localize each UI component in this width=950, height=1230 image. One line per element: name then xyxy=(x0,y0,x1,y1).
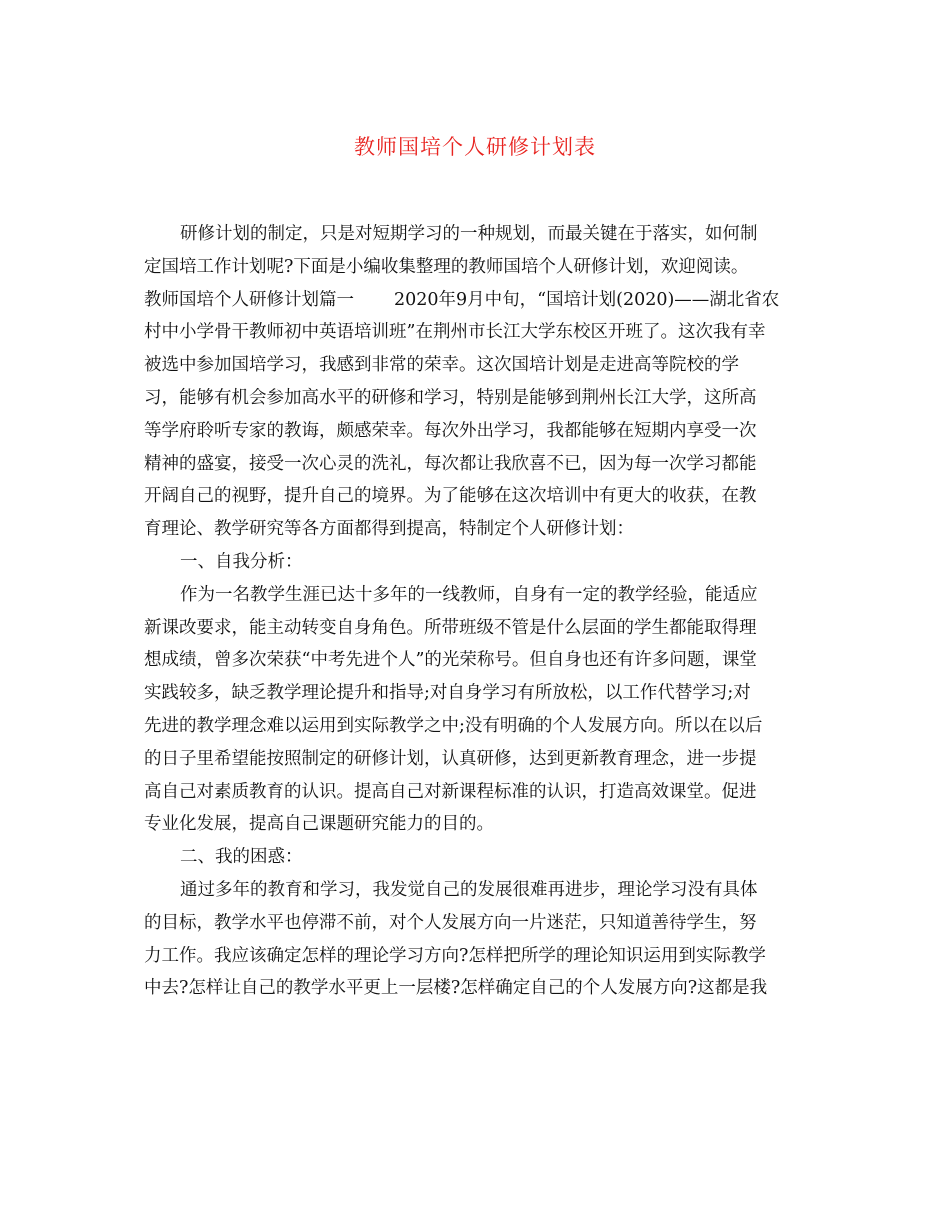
paragraph-line: 习，能够有机会参加高水平的研修和学习，特别是能够到荆州长江大学，这所高 xyxy=(144,387,757,408)
paragraph-line: 通过多年的教育和学习，我发觉自己的发展很难再进步，理论学习没有具体 xyxy=(180,879,758,900)
paragraph-line: 研修计划的制定，只是对短期学习的一种规划，而最关键在于落实，如何制 xyxy=(180,224,758,244)
paragraph-line: 想成绩，曾多次荣获“中考先进个人”的光荣称号。但自身也还有许多问题，课堂 xyxy=(144,650,757,671)
section-heading: 一、自我分析： xyxy=(180,551,303,572)
paragraph-line: 育理论、教学研究等各方面都得到提高，特制定个人研修计划： xyxy=(144,519,634,540)
section-subheading: 教师国培个人研修计划篇一 xyxy=(144,289,354,310)
paragraph-line: 先进的教学理念难以运用到实际教学之中;没有明确的个人发展方向。所以在以后 xyxy=(144,715,763,736)
paragraph-line: 被选中参加国培学习，我感到非常的荣幸。这次国培计划是走进高等院校的学 xyxy=(144,355,739,376)
paragraph-line: 力工作。我应该确定怎样的理论学习方向?怎样把所学的理论知识运用到实际教学 xyxy=(144,945,766,966)
paragraph-line: 定国培工作计划呢?下面是小编收集整理的教师国培个人研修计划，欢迎阅读。 xyxy=(144,256,749,277)
paragraph-line: 精神的盛宴，接受一次心灵的洗礼，每次都让我欣喜不已，因为每一次学习都能 xyxy=(144,453,757,474)
paragraph-line xyxy=(144,284,812,317)
paragraph-line: 中去?怎样让自己的教学水平更上一层楼?怎样确定自己的个人发展方向?这都是我 xyxy=(144,978,768,999)
document-body xyxy=(144,218,812,1005)
paragraph-text: 2020年9月中旬，“国培计划(2020)——湖北省农 xyxy=(394,289,780,310)
paragraph-line: 作为一名教学生涯已达十多年的一线教师，自身有一定的教学经验，能适应 xyxy=(180,584,758,605)
paragraph-line: 的目标，教学水平也停滞不前，对个人发展方向一片迷茫，只知道善待学生，努 xyxy=(144,912,757,933)
paragraph-line: 高自己对素质教育的认识。提高自己对新课程标准的认识，打造高效课堂。促进 xyxy=(144,781,757,802)
document-title: 教师国培个人研修计划表 xyxy=(354,135,596,159)
paragraph-line: 村中小学骨干教师初中英语培训班”在荆州市长江大学东校区开班了。这次我有幸 xyxy=(144,322,766,343)
paragraph-line: 的日子里希望能按照制定的研修计划，认真研修，达到更新教育理念，进一步提 xyxy=(144,748,757,769)
section-heading: 二、我的困惑： xyxy=(180,847,303,868)
paragraph-line: 实践较多，缺乏教学理论提升和指导;对自身学习有所放松，以工作代替学习;对 xyxy=(144,683,751,704)
paragraph-line: 新课改要求，能主动转变自身角色。所带班级不管是什么层面的学生都能取得理 xyxy=(144,617,757,638)
paragraph-line: 专业化发展，提高自己课题研究能力的目的。 xyxy=(144,814,494,835)
paragraph-line: 等学府聆听专家的教诲，颇感荣幸。每次外出学习，我都能够在短期内享受一次 xyxy=(144,420,757,441)
paragraph-line: 开阔自己的视野，提升自己的境界。为了能够在这次培训中有更大的收获，在教 xyxy=(144,486,757,507)
